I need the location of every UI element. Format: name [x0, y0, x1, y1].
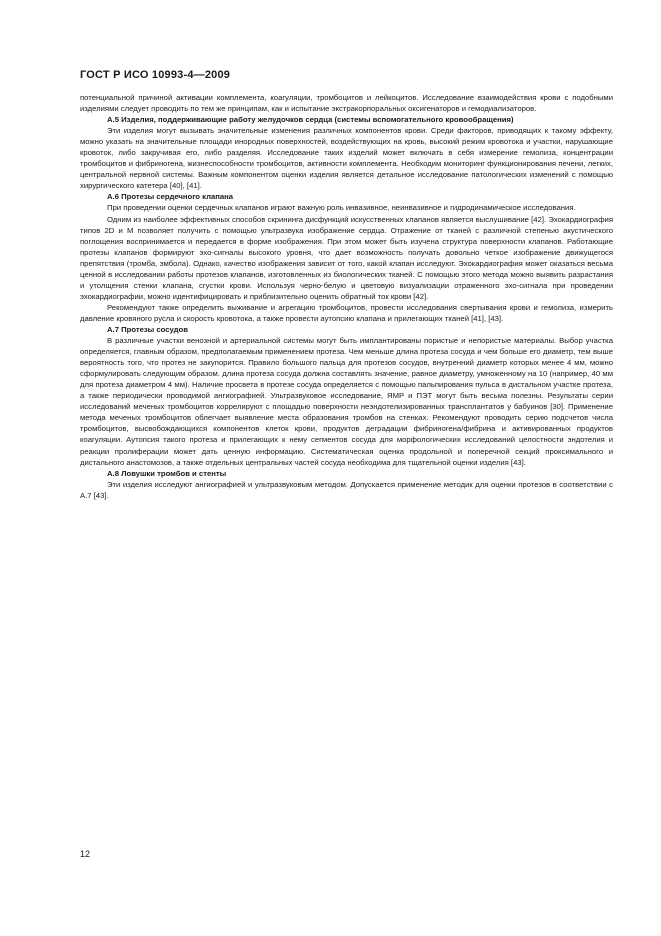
section-a6-paragraph-1: При проведении оценки сердечных клапанов играют важную роль инвазивное, неинвазивное и гидродинамическое исследования. — [107, 203, 576, 213]
section-a8-paragraph: Эти изделия исследуют ангиографией и ультразвуковым методом. Допускается применение методик для оценки протезов в соответствии с А.7 [43]. — [80, 479, 613, 500]
section-a7-heading: А.7 Протезы сосудов — [107, 324, 188, 334]
section-a6-paragraph-2: Одним из наиболее эффективных способов скрининга дисфункций искусственных клапанов является выслушивание [42]. Эхокардиография типов 2D и M позволяет получить с помощью ультразвука изображение сердца. Отражение от тканей с различной степенью акустического поглощения воспринимается и передается в форме изображения. При этом может быть изучена структура поверхности клапанов. Работающие протезы клапанов формируют эхо-сигналы высокого уровня, что дает возможность получать довольно четкое изображение движущегося препятствия (тромба, эмбола). Однако, качество изображения зависит от того, какой клапан исследуют. Эхокардиография может оказаться весьма ценной в исследовании работы протезов клапанов, изготовленных из биологических тканей. С помощью этого метода можно выявить разрастания и утолщения стенки клапана, сгустки крови. Используя черно-белую и цветовую визуализации отраженного эхо-сигнала при проведении эхокардиографии, можно идентифицировать и приблизительно оценить обратный ток крови [42]. — [80, 214, 613, 301]
intro-paragraph: потенциальной причиной активации комплемента, коагуляции, тромбоцитов и лейкоцитов. Исследование взаимодействия крови с подобными изделиями следует проводить по тем же принципам, как и испытание экстракорпоральных оксигенаторов и гемодиализаторов. — [80, 93, 613, 114]
section-a6-paragraph-3: Рекомендуют также определить выживание и агрегацию тромбоцитов, провести исследования свертывания крови и гемолиза, измерить давление кровяного русла и скорость кровотока, а также провести аутопсию клапана и прилегающих тканей [41], [43]. — [80, 302, 613, 323]
section-a8-heading: А.8 Ловушки тромбов и стенты — [107, 468, 227, 478]
section-a5-heading: А.5 Изделия, поддерживающие работу желудочков сердца (системы вспомогательного кровообращения) — [107, 115, 514, 125]
section-a5-paragraph: Эти изделия могут вызывать значительные изменения различных компонентов крови. Среди факторов, приводящих к такому эффекту, можно указать на значительные площади инородных поверхностей, воздействующих на кровь, высокий режим кровотока и участки, нарушающие кровоток, либо закручивая его, либо разделяя. Исследование таких изделий может включать в себя измерение гемолиза, концентрации тромбоцитов и фибриногена, жизнеспособности тромбоцитов, активности комплемента. Необходим мониторинг функционирования печени, легких, центральной нервной системы. Важным компонентом оценки изделия является детальное исследование патологических изменений с помощью хирургического катетера [40], [41]. — [80, 126, 613, 191]
section-a7-paragraph: В различные участки венозной и артериальной системы могут быть имплантированы пористые и непористые материалы. Выбор участка определяется, главным образом, предполагаемым применением протеза. Чем меньше длина протеза сосуда и чем больше его диаметр, тем выше вероятность того, что протез не закупорится. Правило большого пальца для протезов сосудов, внутренний диаметр которых менее 4 мм, можно сформулировать следующим образом. длина протеза сосуда должна составлять значение, равное диаметру, умноженному на 10 (например, 40 мм для протеза диаметром 4 мм). Наличие просвета в протезе сосуда определяется с помощью пальпирования пульса в дистальном участке протеза, а также периодически проводимой ангиографией. Ультразвуковое исследование, ЯМР и ПЭТ могут быть весьма полезны. Результаты серии исследований меченых тромбоцитов коррелируют с площадью поверхности неэндотелизированных трансплантатов у бабуинов [30]. Применение метода меченых тромбоцитов облегчает выявление места образования тромбов на стенках. Рекомендуют проводить серию подсчетов числа тромбоцитов, высвобождающихся компонентов клеток крови, продуктов деградации фибриногена/фибрина и активированных продуктов коагуляции. Аутопсия такого протеза и прилегающих к нему сегментов сосуда для морфологических исследований целостности эндотелия и реакции пролиферации может дать ценную информацию. Систематическая оценка продольной и поперечной секций проксимального и дистального анастомозов, а также отдельных центральных частей сосуда необходима для тщательной оценки изделия [43]. — [80, 336, 613, 467]
document-body — [80, 92, 613, 501]
document-standard-title: ГОСТ Р ИСО 10993-4—2009 — [80, 69, 231, 81]
section-a6-heading: А.6 Протезы сердечного клапана — [107, 192, 234, 202]
page-number: 12 — [80, 849, 91, 859]
